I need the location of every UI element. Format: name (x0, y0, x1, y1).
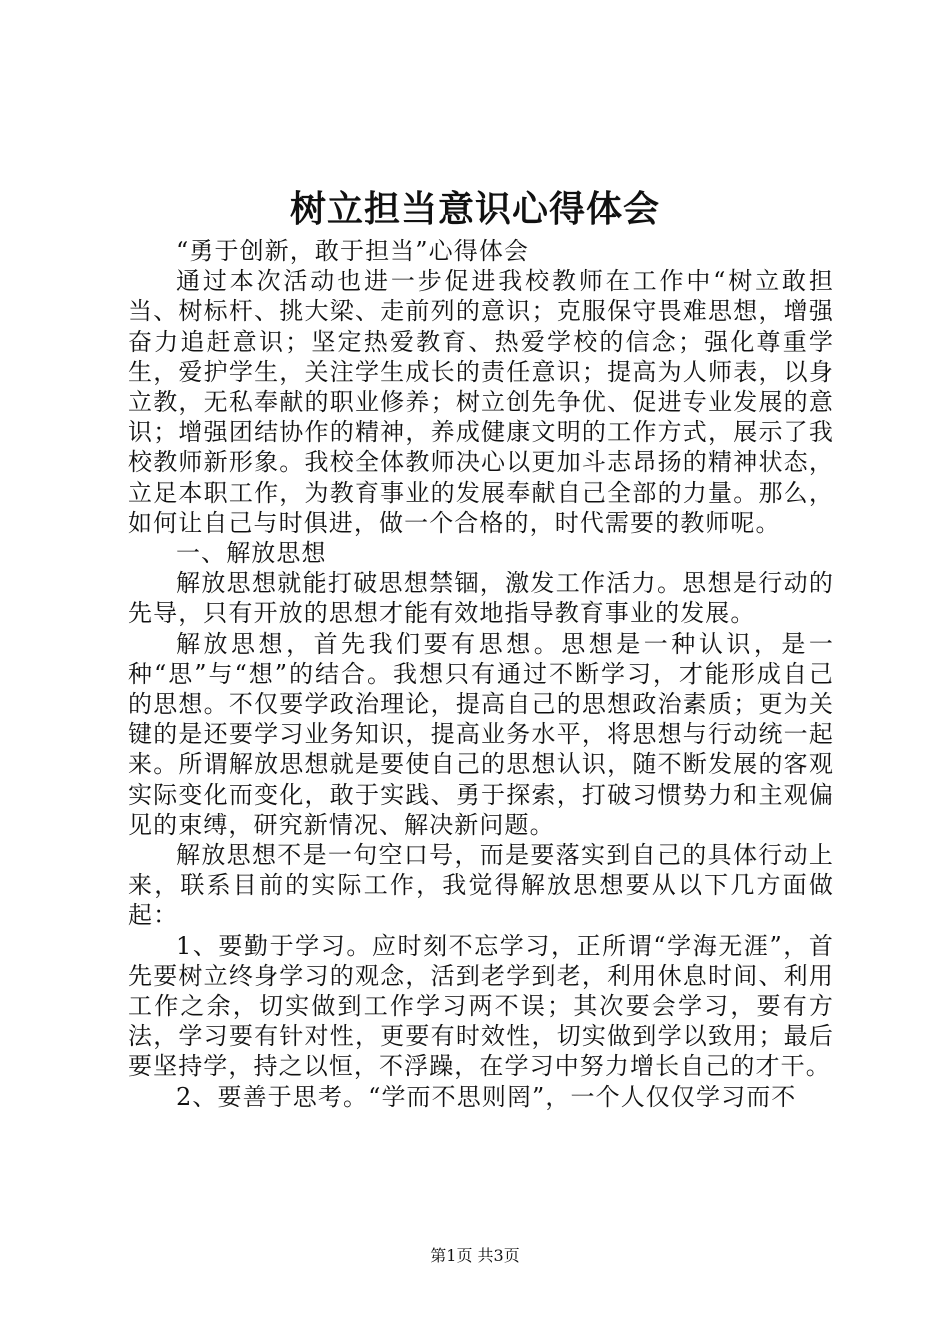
document-body (128, 236, 834, 1112)
document-title: 树立担当意识心得体会 (289, 188, 660, 230)
page-footer: 第1页 共3页 (430, 1246, 520, 1265)
body-paragraph: 解放思想不是一句空口号，而是要落实到自己的具体行动上来，联系目前的实际工作，我觉得解放思想要从以下几方面做起： (128, 841, 834, 930)
body-paragraph: 通过本次活动也进一步促进我校教师在工作中“树立敢担当、树标杆、挑大梁、走前列的意识；克服保守畏难思想，增强奋力追赶意识；坚定热爱教育、热爱学校的信念；强化尊重学生，爱护学生，关注学生成长的责任意识；提高为人师表，以身立教，无私奉献的职业修养；树立创先争优、促进专业发展的意识；增强团结协作的精神，养成健康文明的工作方式，展示了我校教师新形象。我校全体教师决心以更加斗志昂扬的精神状态，立足本职工作，为教育事业的发展奉献自己全部的力量。那么，如何让自己与时俱进，做一个合格的，时代需要的教师呢。 (128, 267, 834, 537)
list-item-paragraph: 2、要善于思考。“学而不思则罔”，一个人仅仅学习而不 (176, 1082, 797, 1111)
body-paragraph: 解放思想就能打破思想禁锢，激发工作活力。思想是行动的先导，只有开放的思想才能有效地指导教育事业的发展。 (128, 569, 834, 628)
subtitle-paragraph: “勇于创新，敢于担当”心得体会 (176, 237, 530, 265)
list-item-paragraph: 1、要勤于学习。应时刻不忘学习，正所谓“学海无涯”，首先要树立终身学习的观念，活到老学到老，利用休息时间、利用工作之余，切实做到工作学习两不误；其次要会学习，要有方法，学习要有针对性，更要有时效性，切实做到学以致用；最后要坚持学，持之以恒，不浮躁，在学习中努力增长自己的才干。 (128, 931, 834, 1081)
body-paragraph: 解放思想，首先我们要有思想。思想是一种认识，是一种“思”与“想”的结合。我想只有通过不断学习，才能形成自己的思想。不仅要学政治理论，提高自己的思想政治素质；更为关键的是还要学习业务知识，提高业务水平，将思想与行动统一起来。所谓解放思想就是要使自己的思想认识，随不断发展的客观实际变化而变化，敢于实践、勇于探索，打破习惯势力和主观偏见的束缚，研究新情况、解决新问题。 (128, 629, 834, 839)
section-heading: 一、解放思想 (176, 539, 327, 568)
